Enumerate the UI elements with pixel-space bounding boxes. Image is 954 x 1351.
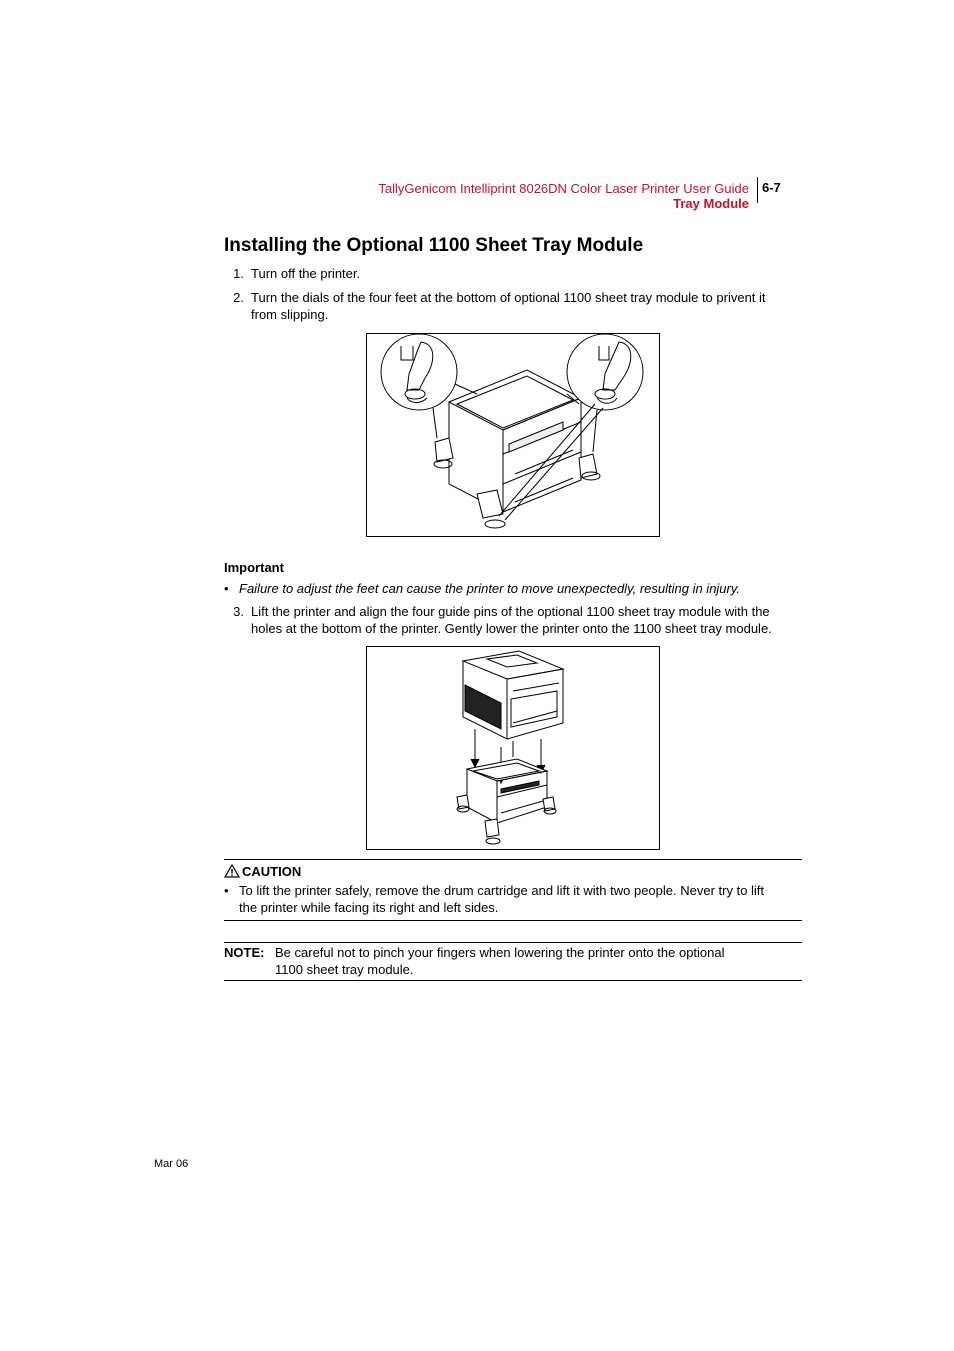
page-number: 6-7 (762, 180, 781, 195)
figure-tray-feet (366, 333, 660, 537)
header-divider (757, 177, 758, 203)
bullet-dot: • (224, 581, 229, 596)
footer-date: Mar 06 (154, 1158, 189, 1170)
caution-text-line-2: the printer while facing its right and left sides. (239, 900, 499, 915)
header-guide-title: TallyGenicom Intelliprint 8026DN Color Laser Printer User Guide (378, 181, 749, 196)
caution-heading (224, 864, 301, 879)
header-section-title: Tray Module (673, 196, 749, 211)
caution-top-rule (224, 859, 802, 860)
page-title: Installing the Optional 1100 Sheet Tray Module (224, 235, 644, 256)
step-text-line-2: from slipping. (251, 307, 329, 322)
step-text-line-2: holes at the bottom of the printer. Gently lower the printer onto the 1100 sheet tray module. (251, 621, 772, 636)
caution-bullet (224, 882, 804, 918)
step-text-line-1: Lift the printer and align the four guide pins of the optional 1100 sheet tray module with the (251, 604, 770, 619)
step-number: 3. (233, 604, 244, 619)
note-text-line-1: Be careful not to pinch your fingers when lowering the printer onto the optional (275, 945, 725, 960)
step-text-line-1: Turn the dials of the four feet at the bottom of optional 1100 sheet tray module to privent it (251, 290, 766, 305)
note-text-line-2: 1100 sheet tray module. (275, 962, 414, 977)
caution-label: CAUTION (242, 864, 302, 879)
printer-lowering-illustration (367, 647, 659, 849)
step-number: 2. (233, 290, 244, 305)
step-1 (224, 265, 804, 283)
note-top-rule (224, 942, 802, 943)
step-text: Turn off the printer. (251, 266, 361, 281)
caution-text-line-1: To lift the printer safely, remove the drum cartridge and lift it with two people. Never try to lift (239, 883, 765, 898)
figure-printer-on-tray (366, 646, 660, 850)
step-2 (224, 289, 804, 325)
step-3 (224, 603, 814, 639)
bullet-dot: • (224, 883, 229, 898)
note-bottom-rule (224, 980, 802, 981)
important-label: Important (224, 560, 284, 575)
note (224, 944, 804, 980)
important-bullet (224, 580, 804, 598)
important-text: Failure to adjust the feet can cause the printer to move unexpectedly, resulting in injury. (239, 581, 741, 596)
caution-bottom-rule (224, 920, 802, 921)
warning-triangle-icon (224, 864, 240, 878)
note-label: NOTE: (224, 945, 265, 960)
step-number: 1. (233, 266, 244, 281)
tray-module-feet-illustration (367, 334, 659, 536)
